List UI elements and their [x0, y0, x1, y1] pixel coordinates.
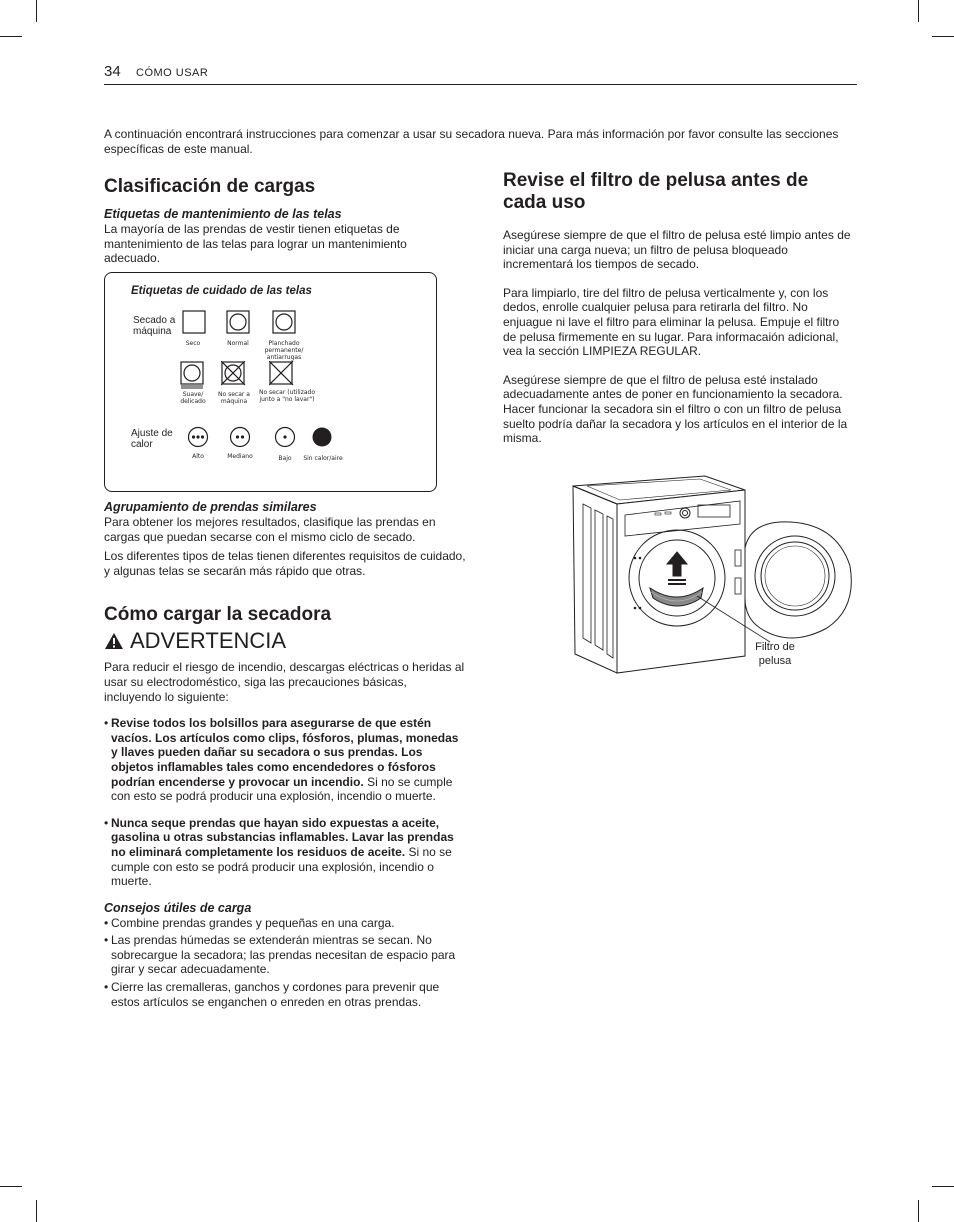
- warning-item-bold: Revise todos los bolsillos para asegurarse de que estén vacíos. Los artículos como clips, fósforos, plumas, monedas y llaves pueden dañar su secadora o sus prendas. Los objetos inflamables tales como encendedores o fósforos podrían encenderse y provocar un incendio.: [111, 716, 459, 789]
- crop-mark: [0, 36, 22, 37]
- crop-mark: [918, 1200, 919, 1222]
- intro-paragraph: A continuación encontrará instrucciones para comenzar a usar su secadora nueva. Para más información por favor consulte las secciones específicas de este manual.: [104, 127, 839, 156]
- warning-intro: Para reducir el riesgo de incendio, descargas eléctricas o heridas al usar su electrodoméstico, siga las precauciones básicas, incluyendo lo siguiente:: [104, 660, 465, 704]
- permanent-press-icon: [272, 310, 296, 334]
- warning-item: [104, 716, 466, 804]
- tip-item: • Combine prendas grandes y pequeñas en una carga.: [104, 916, 466, 931]
- filter-paragraph-2: Para limpiarlo, tire del filtro de pelusa verticalmente y, con los dedos, enrolle cualquier pelusa para retirarla del filtro. No enjuague ni lave el filtro para eliminar la pelusa. Empuje el filtro de pelusa firmemente en su lugar. Para informacaión adicional, vea la sección LIMPIEZA REGULAR.: [503, 285, 840, 359]
- left-column-bottom: [104, 500, 466, 1009]
- caption-no-machine-dry: No secar a máquina: [218, 391, 250, 405]
- crop-mark: [918, 0, 919, 22]
- page-header: [104, 62, 857, 85]
- dryer-illustration: [565, 468, 855, 683]
- group-paragraph-1: Para obtener los mejores resultados, clasifique las prendas en cargas que puedan secarse con el mismo ciclo de secado.: [104, 515, 436, 544]
- dry-square-icon: [182, 310, 206, 334]
- caption-permanent-press: Planchado permanente/ antiarrugas: [264, 340, 304, 361]
- sort-heading: Clasificación de cargas: [104, 176, 316, 197]
- crop-mark: [0, 1186, 22, 1187]
- crop-mark: [932, 36, 954, 37]
- filter-paragraph-3: Asegúrese siempre de que el filtro de pelusa esté instalado adecuadamente antes de poner en funcionamiento la secadora. Hacer funcionar la secadora sin el filtro o con un filtro de pelusa suelto podría dañar la secadora y los artículos en el interior de la misma.: [503, 372, 848, 446]
- group-paragraph-2: Los diferentes tipos de telas tienen diferentes requisitos de cuidado, y algunas telas se secarán más rápido que otras.: [104, 549, 466, 578]
- crop-mark: [932, 1186, 954, 1187]
- warning-title: [104, 628, 466, 654]
- caption-no-heat: Sin calor/aire: [303, 455, 343, 462]
- warning-list: [104, 716, 466, 889]
- caption-seco: Seco: [185, 340, 201, 347]
- filter-heading: Revise el filtro de pelusa antes de cada uso: [503, 170, 809, 213]
- lint-filter-caption: Filtro de pelusa: [755, 641, 795, 667]
- filter-paragraph-1: Asegúrese siempre de que el filtro de pelusa esté limpio antes de iniciar una carga nueva; un filtro de pelusa bloqueado incrementará los tiempos de secado.: [503, 228, 851, 272]
- care-label-chart: [104, 272, 437, 492]
- heat-setting-label: Ajuste de calor: [131, 428, 173, 450]
- crop-mark: [36, 1200, 37, 1222]
- section-name: CÓMO USAR: [136, 67, 209, 79]
- heat-high-icon: [187, 426, 209, 448]
- caption-delicate: Suave/ delicado: [180, 391, 206, 405]
- caption-high: Alto: [192, 453, 204, 460]
- crop-mark: [36, 0, 37, 22]
- care-chart-title: Etiquetas de cuidado de las telas: [131, 285, 312, 297]
- warning-label: ADVERTENCIA: [130, 628, 287, 654]
- caption-no-dry: No secar (utilizado junto a "no lavar"): [258, 389, 316, 403]
- tips-subheading: Consejos útiles de carga: [104, 900, 252, 915]
- load-heading: Cómo cargar la secadora: [104, 604, 332, 626]
- labels-paragraph: La mayoría de las prendas de vestir tienen etiquetas de mantenimiento de las telas para lograr un mantenimiento adecuado.: [104, 222, 407, 266]
- no-heat-icon: [311, 426, 333, 448]
- do-not-dry-icon: [269, 361, 295, 387]
- labels-subheading: Etiquetas de mantenimiento de las telas: [104, 207, 342, 221]
- tip-item: • Las prendas húmedas se extenderán mientras se secan. No sobrecargue la secadora; las prendas necesitan de espacio para girar y secar adecuadamente.: [104, 933, 466, 977]
- warning-item-text: Si no se cumple con esto se podrá producir una explosión, incendio o muerte.: [111, 844, 452, 889]
- caption-low: Bajo: [278, 455, 292, 462]
- warning-item: [104, 816, 466, 889]
- heat-medium-icon: [229, 426, 251, 448]
- machine-dry-label: Secado a máquina: [133, 315, 176, 337]
- tip-item: • Cierre las cremalleras, ganchos y cordones para prevenir que estos artículos se enganchen o enreden en otras prendas.: [104, 980, 466, 1009]
- caption-medium: Mediano: [227, 453, 253, 460]
- caption-normal: Normal: [227, 340, 249, 347]
- warning-icon: [104, 632, 124, 650]
- do-not-tumble-dry-icon: [221, 361, 247, 387]
- warning-item-bold: Nunca seque prendas que hayan sido expuestas a aceite, gasolina u otras substancias inflamables. Lavar las prendas no eliminará completamente los residuos de aceite.: [111, 815, 454, 859]
- tips-list: [104, 916, 466, 1010]
- heat-low-icon: [274, 426, 296, 448]
- delicate-icon: [180, 361, 206, 389]
- right-column: [503, 170, 855, 446]
- page-number: 34: [104, 63, 121, 80]
- group-subheading: Agrupamiento de prendas similares: [104, 500, 317, 514]
- left-column-top: [104, 176, 466, 266]
- warning-item-text: Si no se cumple con esto se podrá producir una explosión, incendio o muerte.: [111, 774, 453, 804]
- tumble-dry-normal-icon: [226, 310, 250, 334]
